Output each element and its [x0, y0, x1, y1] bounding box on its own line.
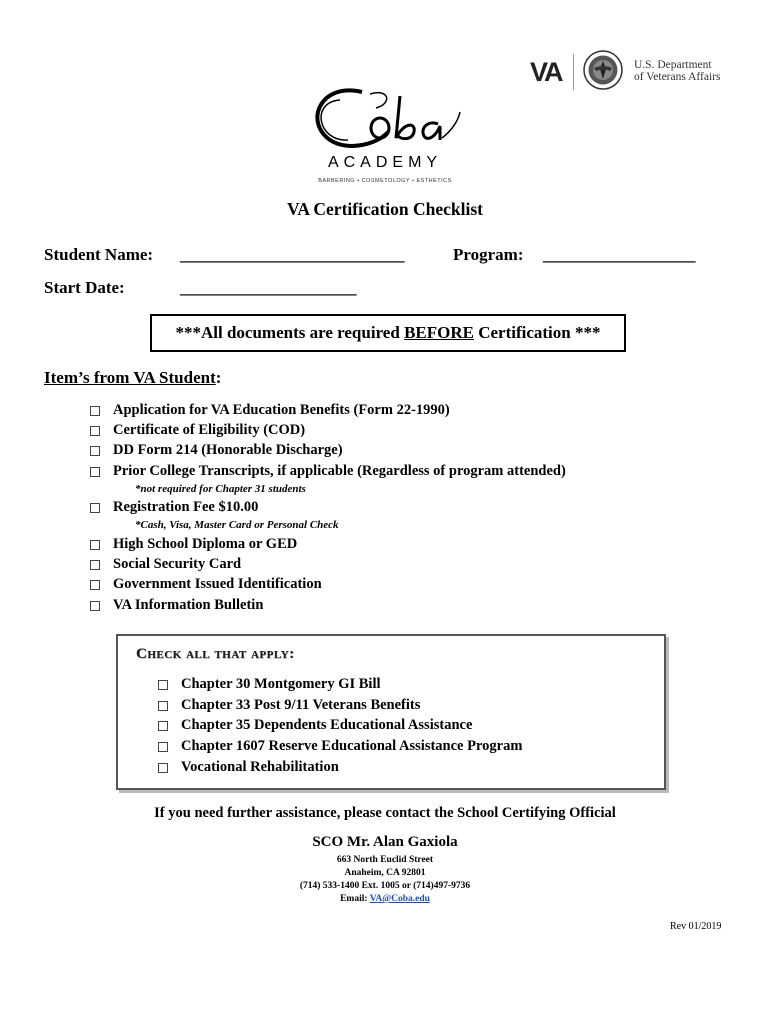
transcripts-note: *not required for Chapter 31 students [135, 483, 306, 495]
required-documents-notice [150, 314, 626, 352]
va-header [530, 48, 730, 96]
list-item: DD Form 214 (Honorable Discharge) [113, 442, 343, 458]
program-label: Program: [453, 245, 524, 264]
program-field[interactable]: ___________________ [543, 245, 695, 264]
logo-academy-word: ACADEMY [327, 154, 443, 171]
chapter-option: Chapter 33 Post 9/11 Veterans Benefits [181, 697, 421, 713]
list-item: Prior College Transcripts, if applicable (Regardless of program attended) [113, 463, 566, 479]
sco-street: 663 North Euclid Street [336, 855, 434, 865]
email-link[interactable]: VA@Coba.edu [369, 894, 430, 904]
va-dept-line1: U.S. Department [634, 59, 712, 71]
sco-phone: (714) 533-1400 Ext. 1005 or (714)497-9736 [299, 881, 471, 891]
start-date-field[interactable]: ______________________ [180, 278, 356, 297]
sco-email-line [0, 894, 770, 904]
item-checkbox[interactable] [90, 467, 100, 477]
item-checkbox[interactable] [90, 560, 100, 570]
list-item: Application for VA Education Benefits (Form 22-1990) [113, 402, 450, 418]
items-heading [44, 368, 221, 388]
contact-instruction: If you need further assistance, please contact the School Certifying Official [154, 805, 616, 821]
list-item: Certificate of Eligibility (COD) [113, 422, 306, 438]
start-date-label: Start Date: [44, 278, 125, 297]
items-heading-colon: : [215, 368, 222, 387]
logo-tagline: BARBERING • COSMETOLOGY • ESTHETICS [318, 178, 452, 184]
document-title: VA Certification Checklist [286, 199, 484, 219]
chapter-checkbox[interactable] [158, 742, 168, 752]
item-checkbox[interactable] [90, 426, 100, 436]
sco-city: Anaheim, CA 92801 [344, 868, 426, 878]
item-checkbox[interactable] [90, 540, 100, 550]
chapter-checkbox[interactable] [158, 680, 168, 690]
notice-text-start: ***All documents are required [175, 323, 405, 342]
benefit-chapter-box [116, 634, 666, 790]
item-checkbox[interactable] [90, 503, 100, 513]
chapter-checkbox[interactable] [158, 721, 168, 731]
chapter-checkbox[interactable] [158, 701, 168, 711]
coba-wordmark-icon [300, 82, 470, 154]
student-name-field[interactable]: ____________________________ [180, 245, 404, 264]
notice-emphasis: BEFORE [404, 323, 474, 342]
chapter-option: Vocational Rehabilitation [181, 759, 339, 775]
chapter-option: Chapter 1607 Reserve Educational Assistance Program [181, 738, 523, 754]
revision-label: Rev 01/2019 [670, 921, 722, 932]
chapter-checkbox[interactable] [158, 763, 168, 773]
items-heading-label: Item’s from VA Student [44, 368, 216, 387]
va-department-name [634, 59, 720, 83]
va-logo-mark: VA [530, 57, 562, 87]
va-dept-line2: of Veterans Affairs [634, 71, 721, 83]
chapter-option: Chapter 30 Montgomery GI Bill [181, 676, 381, 692]
apply-heading: Check all that apply: [136, 646, 295, 662]
chapter-option: Chapter 35 Dependents Educational Assistance [181, 717, 473, 733]
va-divider [573, 54, 574, 90]
item-checkbox[interactable] [90, 580, 100, 590]
student-name-label: Student Name: [44, 245, 154, 264]
va-seal-icon [583, 50, 623, 90]
list-item: Social Security Card [113, 556, 242, 572]
sco-name: SCO Mr. Alan Gaxiola [312, 834, 458, 850]
coba-academy-logo [300, 82, 470, 190]
notice-text-end: Certification *** [473, 323, 601, 342]
list-item: VA Information Bulletin [113, 597, 264, 613]
fee-note: *Cash, Visa, Master Card or Personal Check [135, 519, 339, 531]
item-checkbox[interactable] [90, 446, 100, 456]
email-label: Email: [340, 894, 370, 904]
list-item: Government Issued Identification [113, 576, 322, 592]
item-checkbox[interactable] [90, 601, 100, 611]
list-item: Registration Fee $10.00 [113, 499, 259, 515]
item-checkbox[interactable] [90, 406, 100, 416]
list-item: High School Diploma or GED [113, 536, 298, 552]
